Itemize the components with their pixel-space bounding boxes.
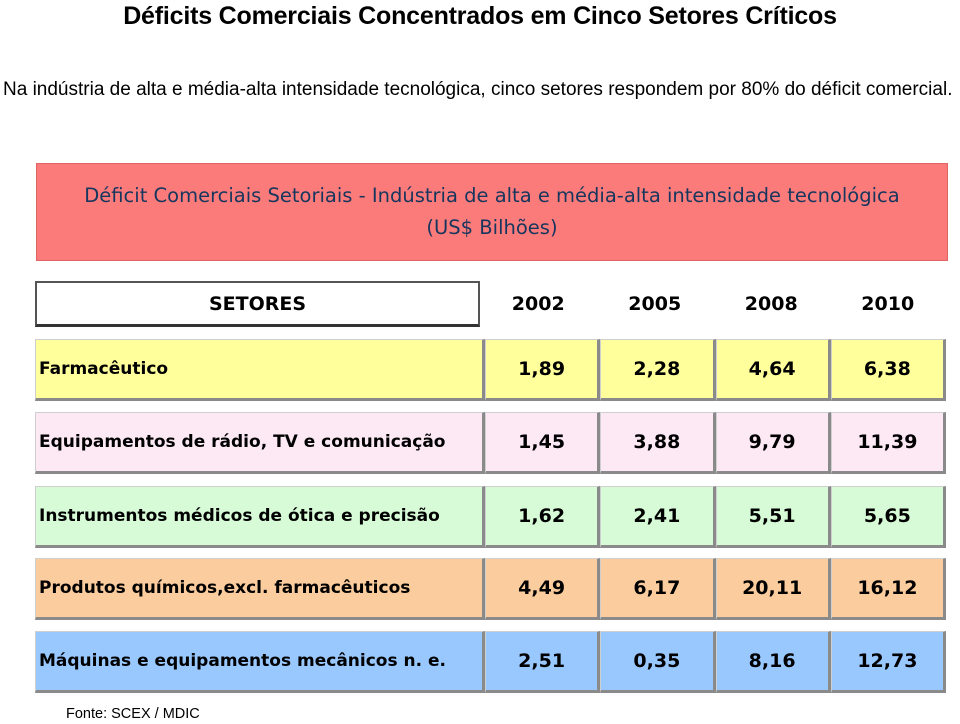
intro-text: Na indústria de alta e média-alta intensidade tecnológica, cinco setores respondem por 80% do déficit comercial. (3, 79, 953, 100)
value-cell: 4,64 (716, 339, 831, 401)
value-cell: 2,51 (485, 631, 600, 693)
header-sectors: SETORES (35, 281, 480, 327)
sector-name: Farmacêutico (35, 339, 485, 401)
page-title: Déficits Comerciais Concentrados em Cinco Setores Críticos (123, 2, 837, 30)
value-cell: 2,28 (600, 339, 715, 401)
sector-name: Máquinas e equipamentos mecânicos n. e. (35, 631, 485, 693)
header-year: 2010 (861, 293, 915, 315)
value-cell: 6,17 (600, 558, 715, 620)
value-cell: 20,11 (716, 558, 831, 620)
header-year: 2008 (744, 293, 798, 315)
value-cell: 3,88 (600, 412, 715, 474)
header-year: 2002 (511, 293, 565, 315)
value-cell: 1,89 (485, 339, 600, 401)
table-row (35, 631, 946, 693)
value-cell: 0,35 (600, 631, 715, 693)
table-row (35, 558, 946, 620)
value-cell: 16,12 (831, 558, 946, 620)
table-row (35, 486, 946, 548)
table-row (35, 339, 946, 401)
value-cell: 1,45 (485, 412, 600, 474)
table-title: Déficit Comerciais Setoriais - Indústria de alta e média-alta intensidade tecnológica (US$ Bilhões) (84, 184, 900, 239)
header-year: 2005 (628, 293, 682, 315)
value-cell: 11,39 (831, 412, 946, 474)
value-cell: 8,16 (716, 631, 831, 693)
sector-name: Produtos químicos,excl. farmacêuticos (35, 558, 485, 620)
value-cell: 5,51 (716, 486, 831, 548)
value-cell: 4,49 (485, 558, 600, 620)
table-row (35, 412, 946, 474)
value-cell: 1,62 (485, 486, 600, 548)
value-cell: 5,65 (831, 486, 946, 548)
sector-name: Equipamentos de rádio, TV e comunicação (35, 412, 485, 474)
value-cell: 6,38 (831, 339, 946, 401)
value-cell: 9,79 (716, 412, 831, 474)
source-note: Fonte: SCEX / MDIC (66, 706, 200, 722)
table-header (35, 279, 946, 329)
value-cell: 12,73 (831, 631, 946, 693)
table-title-banner (36, 163, 948, 261)
sector-name: Instrumentos médicos de ótica e precisão (35, 486, 485, 548)
value-cell: 2,41 (600, 486, 715, 548)
